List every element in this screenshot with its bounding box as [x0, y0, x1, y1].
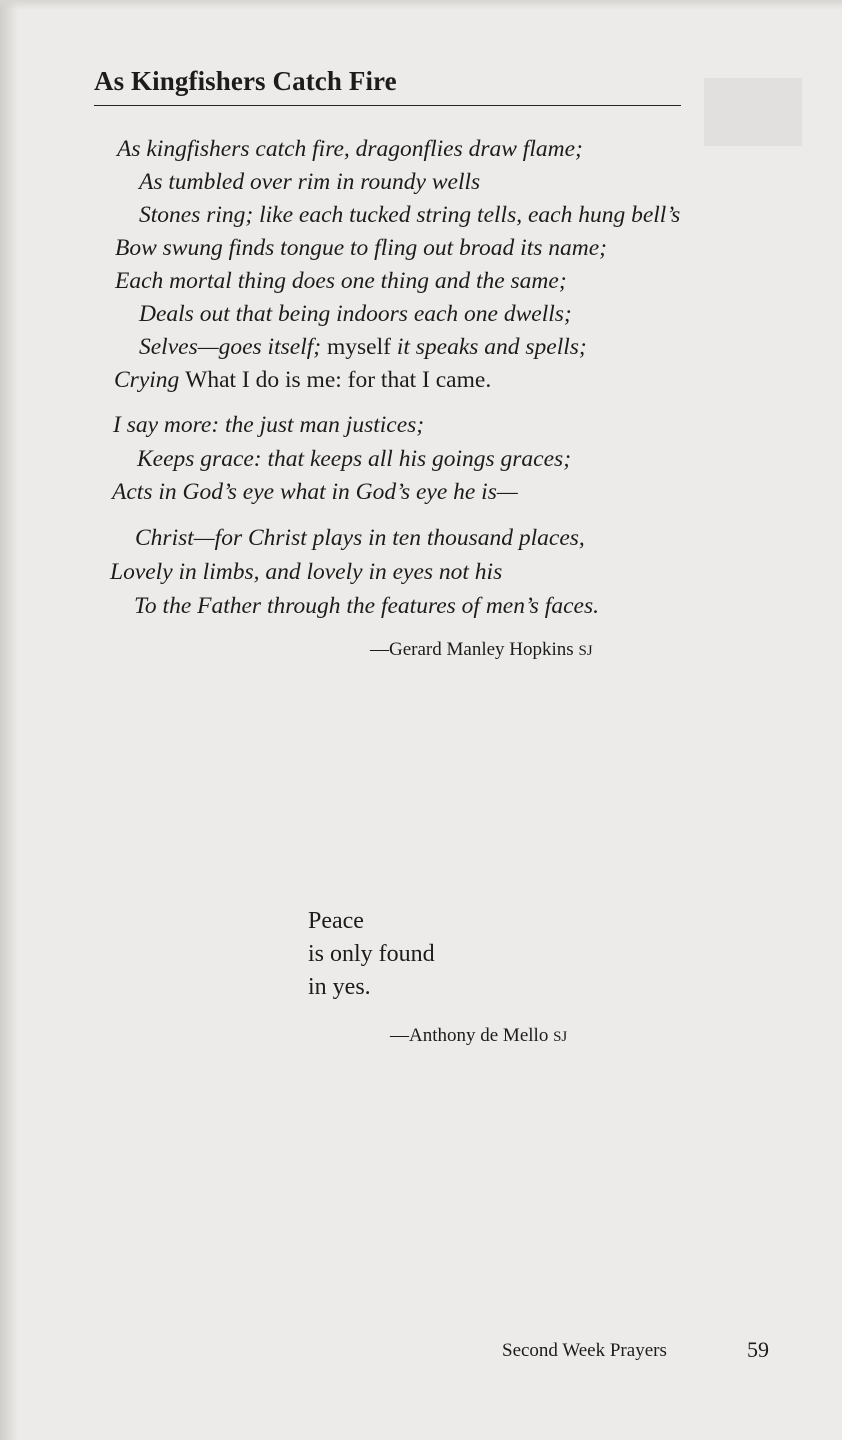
quote-line: in yes. — [308, 974, 371, 1000]
poem-line-part: it speaks and spells; — [390, 334, 587, 360]
poem-line: To the Father through the features of men’s faces. — [134, 593, 599, 619]
poem-line: Stones ring; like each tucked string tells, each hung bell’s — [139, 202, 681, 228]
poem-title: As Kingfishers Catch Fire — [94, 66, 397, 96]
poem-line — [114, 369, 491, 393]
quote-body — [308, 905, 435, 1004]
poem-line: Each mortal thing does one thing and the same; — [115, 268, 567, 294]
poem-attribution — [370, 639, 593, 661]
poem-line: Acts in God’s eye what in God’s eye he is— — [112, 479, 518, 505]
poem-line-part: Selves—goes itself; — [139, 334, 327, 360]
attribution-name: —Anthony de Mello — [390, 1025, 549, 1046]
poem-line-part: Crying — [114, 367, 186, 393]
page-top-shadow — [0, 0, 842, 10]
show-through-block — [704, 78, 802, 146]
poem-line: Keeps grace: that keeps all his goings graces; — [137, 446, 572, 472]
page-number: 59 — [747, 1337, 769, 1362]
poem-line — [139, 336, 587, 360]
page-gutter-shadow — [0, 0, 18, 1440]
poem-line: Lovely in limbs, and lovely in eyes not his — [110, 559, 503, 585]
running-footer: Second Week Prayers — [502, 1340, 667, 1361]
poem-line: Deals out that being indoors each one dwells; — [139, 301, 572, 327]
attribution-name: —Gerard Manley Hopkins — [370, 639, 574, 660]
poem-line: As kingfishers catch fire, dragonflies draw flame; — [117, 136, 583, 162]
quote-line: is only found — [308, 941, 435, 967]
poem-line: As tumbled over rim in roundy wells — [139, 169, 481, 195]
poem-line-part-roman: myself — [326, 334, 391, 360]
poem-line-part-roman: What I do is me: for that I came. — [185, 367, 492, 393]
poem-line: I say more: the just man justices; — [113, 412, 425, 438]
quote-line: Peace — [308, 908, 364, 934]
attribution-suffix: SJ — [553, 1029, 568, 1045]
quote-attribution — [390, 1025, 567, 1047]
title-rule — [94, 105, 681, 106]
poem-line: Christ—for Christ plays in ten thousand places, — [135, 525, 585, 551]
poem-line: Bow swung finds tongue to fling out broad its name; — [115, 235, 607, 261]
attribution-suffix: SJ — [578, 643, 593, 659]
